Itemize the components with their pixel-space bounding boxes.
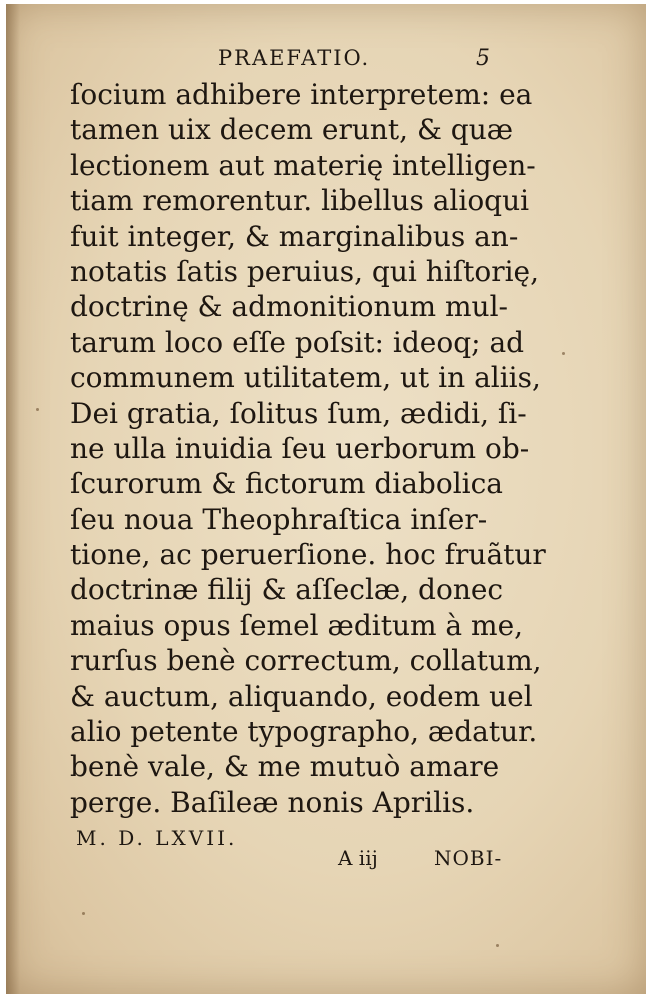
text-line: tarum loco eſſe poſsit: ideoq; ad [70, 325, 525, 359]
paper-speck [496, 944, 499, 947]
book-page [6, 4, 646, 994]
text-line: perge. Baſileæ nonis Aprilis. [70, 785, 475, 819]
text-line: ſeu noua Theophraſtica inſer- [70, 502, 488, 536]
page-number: 5 [476, 46, 490, 71]
text-line: ſcurorum & fictorum diabolica [70, 467, 503, 501]
signature-mark: A iij [338, 846, 378, 870]
text-line: tione, ac peruerſione. hoc fruãtur [70, 538, 546, 572]
text-line: tamen uix decem erunt, & quæ [70, 113, 514, 147]
text-line: communem utilitatem, ut in aliis, [70, 361, 541, 395]
paper-speck [562, 352, 565, 355]
page-footer [6, 846, 646, 876]
paper-speck [36, 408, 39, 411]
preface-text [70, 77, 546, 820]
text-line: benè vale, & me mutuò amare [70, 750, 500, 784]
running-title: PRAEFATIO. [218, 46, 371, 70]
text-line: fuit integer, & marginalibus an- [70, 219, 519, 253]
page-header [6, 42, 646, 76]
catchword: NOBI- [434, 846, 503, 870]
paper-speck [82, 912, 85, 915]
text-line: lectionem aut materię intelligen- [70, 148, 536, 182]
date-line: M. D. LXVII. [76, 826, 238, 850]
text-line: doctrinæ filij & aſſeclæ, donec [70, 573, 504, 607]
text-line: ne ulla inuidia ſeu uerborum ob- [70, 431, 530, 465]
text-line: rurſus benè correctum, collatum, [70, 644, 542, 678]
text-line: alio petente typographo, ædatur. [70, 715, 538, 749]
text-line: maius opus ſemel æditum à me, [70, 608, 524, 642]
text-line: Dei gratia, ſolitus ſum, ædidi, ſi- [70, 396, 527, 430]
text-line: tiam remorentur. libellus alioqui [70, 184, 530, 218]
text-line: & auctum, aliquando, eodem uel [70, 679, 533, 713]
text-line: notatis ſatis peruius, qui hiſtorię, [70, 254, 539, 288]
text-line: doctrinę & admonitionum mul- [70, 290, 508, 324]
text-line: ſocium adhibere interpretem: ea [70, 78, 533, 111]
